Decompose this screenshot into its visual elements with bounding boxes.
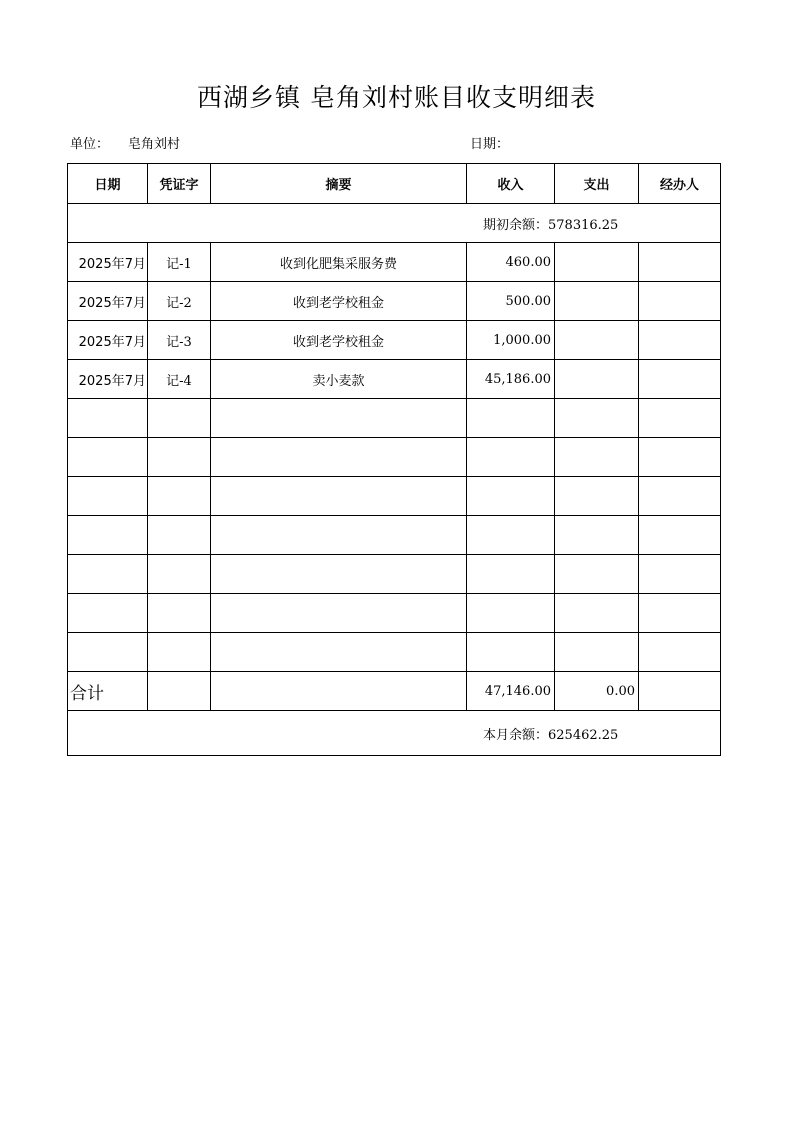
row-voucher: 记-1 — [148, 243, 211, 282]
row-expense — [555, 243, 639, 282]
empty-cell — [148, 516, 211, 555]
row-handler — [639, 360, 721, 399]
empty-cell — [639, 594, 721, 633]
total-row — [68, 672, 721, 711]
empty-cell — [211, 555, 467, 594]
row-date: 2025年7月 — [68, 321, 148, 360]
row-handler — [639, 321, 721, 360]
empty-cell — [148, 633, 211, 672]
closing-balance-row — [68, 711, 721, 756]
closing-balance-cell — [68, 711, 721, 756]
empty-cell — [467, 555, 555, 594]
empty-cell — [555, 594, 639, 633]
ledger-table — [67, 163, 721, 756]
opening-balance-label: 期初余额： — [483, 217, 549, 233]
empty-cell — [639, 438, 721, 477]
row-voucher: 记-4 — [148, 360, 211, 399]
closing-balance-value: 625462.25 — [548, 727, 619, 743]
total-expense: 0.00 — [555, 672, 639, 711]
empty-cell — [555, 438, 639, 477]
empty-row — [68, 477, 721, 516]
row-summary: 收到化肥集采服务费 — [211, 243, 467, 282]
total-label: 合计 — [68, 672, 148, 711]
row-summary: 收到老学校租金 — [211, 282, 467, 321]
row-voucher: 记-2 — [148, 282, 211, 321]
empty-cell — [148, 672, 211, 711]
closing-balance-label: 本月余额： — [483, 727, 549, 743]
empty-row — [68, 438, 721, 477]
empty-row — [68, 555, 721, 594]
empty-cell — [467, 399, 555, 438]
table-row — [68, 282, 721, 321]
row-date: 2025年7月 — [68, 360, 148, 399]
header-date: 日期 — [68, 164, 148, 204]
empty-cell — [68, 516, 148, 555]
empty-cell — [211, 672, 467, 711]
empty-cell — [467, 633, 555, 672]
empty-cell — [467, 438, 555, 477]
empty-cell — [467, 516, 555, 555]
date-label: 日期： — [470, 137, 510, 152]
row-expense — [555, 360, 639, 399]
total-income: 47,146.00 — [467, 672, 555, 711]
table-row — [68, 243, 721, 282]
header-row — [68, 164, 721, 204]
empty-cell — [467, 477, 555, 516]
row-expense — [555, 282, 639, 321]
empty-cell — [639, 633, 721, 672]
row-expense — [555, 321, 639, 360]
empty-cell — [148, 399, 211, 438]
header-handler: 经办人 — [639, 164, 721, 204]
row-handler — [639, 282, 721, 321]
header-voucher: 凭证字 — [148, 164, 211, 204]
empty-cell — [68, 438, 148, 477]
row-date: 2025年7月 — [68, 243, 148, 282]
row-income: 500.00 — [467, 282, 555, 321]
empty-cell — [211, 438, 467, 477]
empty-cell — [467, 594, 555, 633]
empty-cell — [68, 555, 148, 594]
header-summary: 摘要 — [211, 164, 467, 204]
table-row — [68, 321, 721, 360]
empty-cell — [211, 516, 467, 555]
empty-cell — [639, 399, 721, 438]
empty-cell — [639, 672, 721, 711]
empty-cell — [639, 555, 721, 594]
empty-cell — [555, 399, 639, 438]
opening-balance-value: 578316.25 — [548, 217, 619, 233]
empty-cell — [148, 555, 211, 594]
page-title: 西湖乡镇 皂角刘村账目收支明细表 — [197, 83, 596, 112]
row-voucher: 记-3 — [148, 321, 211, 360]
empty-cell — [211, 594, 467, 633]
opening-balance-row — [68, 204, 721, 243]
empty-cell — [555, 516, 639, 555]
row-income: 1,000.00 — [467, 321, 555, 360]
empty-cell — [555, 555, 639, 594]
row-summary: 卖小麦款 — [211, 360, 467, 399]
opening-balance-cell — [68, 204, 721, 243]
empty-cell — [68, 477, 148, 516]
empty-cell — [555, 633, 639, 672]
empty-row — [68, 399, 721, 438]
table-row — [68, 360, 721, 399]
empty-cell — [211, 477, 467, 516]
row-summary: 收到老学校租金 — [211, 321, 467, 360]
header-expense: 支出 — [555, 164, 639, 204]
empty-cell — [148, 477, 211, 516]
empty-cell — [639, 516, 721, 555]
empty-cell — [68, 594, 148, 633]
empty-cell — [68, 633, 148, 672]
empty-cell — [639, 477, 721, 516]
empty-row — [68, 594, 721, 633]
empty-cell — [211, 399, 467, 438]
empty-cell — [148, 438, 211, 477]
empty-cell — [148, 594, 211, 633]
empty-row — [68, 516, 721, 555]
row-income: 45,186.00 — [467, 360, 555, 399]
row-income: 460.00 — [467, 243, 555, 282]
header-income: 收入 — [467, 164, 555, 204]
row-date: 2025年7月 — [68, 282, 148, 321]
unit-value: 皂角刘村 — [128, 137, 181, 152]
empty-cell — [68, 399, 148, 438]
unit-label: 单位： — [70, 137, 110, 152]
empty-row — [68, 633, 721, 672]
empty-cell — [555, 477, 639, 516]
empty-cell — [211, 633, 467, 672]
row-handler — [639, 243, 721, 282]
